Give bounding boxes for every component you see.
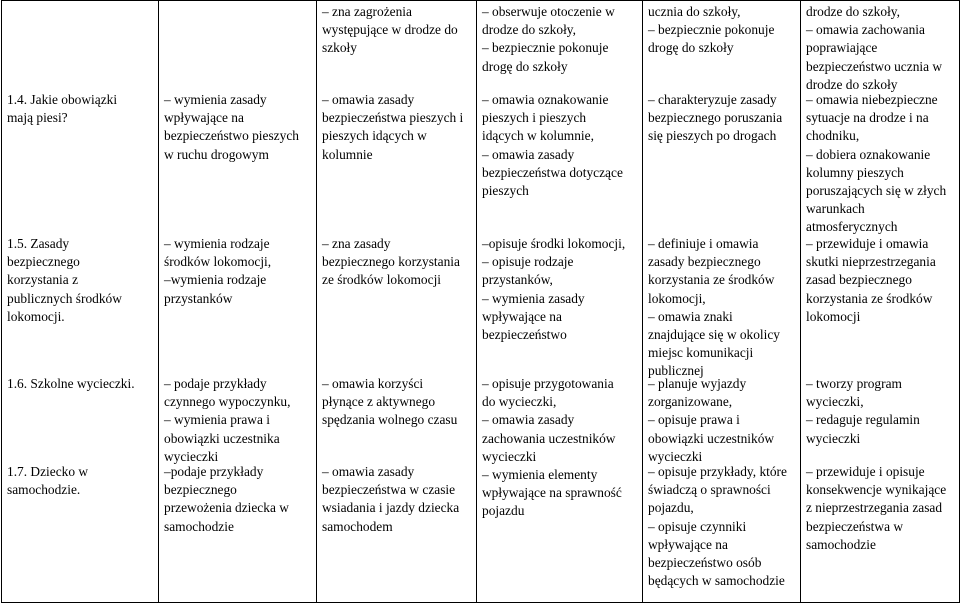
requirement-entry <box>806 3 955 94</box>
requirement-entry <box>322 375 472 430</box>
text-line: – opisuje rodzaje <box>482 254 574 270</box>
requirements-column-4 <box>477 1 643 603</box>
text-line: – planuje wyjazdy <box>648 376 747 391</box>
text-line: mają piesi? <box>7 110 68 126</box>
text-line: bezpieczeństwo pieszych <box>164 128 299 144</box>
text-line: drodze do szkoły, <box>482 22 576 38</box>
requirement-entry <box>322 3 472 58</box>
text-line: idących w kolumnie, <box>482 128 594 144</box>
text-line: w ruchu drogowym <box>164 146 269 162</box>
requirement-entry <box>164 235 312 308</box>
text-line: lokomocji <box>806 308 861 324</box>
requirement-entry <box>482 235 638 344</box>
text-line: wycieczki, <box>806 394 864 410</box>
text-line: poruszających się w złych <box>806 183 947 199</box>
text-line: – przewiduje i omawia <box>806 236 929 251</box>
topic-entry <box>7 235 154 326</box>
topic-entry <box>7 463 154 499</box>
text-line: – redaguje regulamin <box>806 412 920 428</box>
text-line: – wymienia elementy <box>482 467 598 483</box>
text-line: bezpiecznego <box>164 482 237 498</box>
text-line: publicznych środków <box>7 290 122 306</box>
text-line: drodze do szkoły, <box>806 4 900 19</box>
text-line: –opisuje środki lokomocji, <box>482 236 626 251</box>
text-line: chodniku, <box>806 128 860 144</box>
text-line: 1.5. Zasady <box>7 236 70 251</box>
curriculum-table <box>1 0 960 603</box>
text-line: wpływające na <box>164 110 244 126</box>
text-line: korzystania z <box>7 272 79 288</box>
text-line: publicznej <box>648 363 704 379</box>
text-line: bezpiecznego poruszania <box>648 110 783 126</box>
requirements-column-5 <box>643 1 801 603</box>
requirement-entry <box>322 463 472 536</box>
text-line: –podaje przykłady <box>164 464 264 479</box>
requirement-entry <box>482 91 638 200</box>
requirement-entry <box>648 235 796 381</box>
text-line: zasady bezpiecznego <box>648 254 761 270</box>
text-line: wsiadania i jazdy dziecka <box>322 500 460 516</box>
text-line: – omawia niebezpieczne <box>806 92 938 107</box>
text-line: obowiązki uczestnika <box>164 430 280 446</box>
topic-entry <box>7 375 154 393</box>
text-line: – omawia zasady <box>482 412 575 428</box>
text-line: świadczą o sprawności <box>648 482 771 498</box>
requirements-column-3 <box>317 1 477 603</box>
text-line: znajdujące się w okolicy <box>648 327 780 343</box>
text-line: drogę do szkoły <box>482 58 568 74</box>
text-line: bezpieczeństwa w <box>806 518 904 534</box>
text-line: – tworzy program <box>806 376 902 391</box>
text-line: z nieprzestrzegania zasad <box>806 500 943 516</box>
text-line: drodze do szkoły <box>806 76 898 92</box>
text-line: miejsc komunikacji <box>648 345 754 361</box>
text-line: wpływające na sprawność <box>482 485 622 501</box>
text-line: ze środków lokomocji <box>322 272 442 288</box>
text-line: – omawia zachowania <box>806 22 925 38</box>
text-line: korzystania ze środków <box>648 272 775 288</box>
text-line: – omawia zasady <box>322 92 415 107</box>
text-line: pojazdu, <box>648 500 694 516</box>
text-line: samochodzie <box>806 536 876 552</box>
text-line: – wymienia zasady <box>482 290 585 306</box>
text-line: samochodzie. <box>7 482 81 498</box>
text-line: spędzania wolnego czasu <box>322 412 458 428</box>
text-line: pieszych <box>482 183 529 199</box>
text-line: 1.7. Dziecko w <box>7 464 89 479</box>
text-line: bezpieczeństwo osób <box>648 555 762 571</box>
topics-column <box>2 1 159 603</box>
text-line: lokomocji. <box>7 308 65 324</box>
text-line: szkoły <box>322 40 357 56</box>
text-line: – definiuje i omawia <box>648 236 759 251</box>
text-line: – opisuje przykłady, które <box>648 464 787 479</box>
text-line: bezpiecznego <box>7 254 80 270</box>
text-line: się pieszych po drogach <box>648 128 777 144</box>
text-line: płynące z aktywnego <box>322 394 436 410</box>
text-line: – dobiera oznakowanie <box>806 146 931 162</box>
text-line: kolumnie <box>322 146 373 162</box>
text-line: atmosferycznych <box>806 219 898 235</box>
text-line: przystanków <box>164 290 233 306</box>
text-line: pieszych idących w <box>322 128 427 144</box>
text-line: lokomocji, <box>648 290 706 306</box>
requirement-entry <box>482 375 638 521</box>
text-line: środków lokomocji, <box>164 254 272 270</box>
text-line: bezpieczeństwa pieszych i <box>322 110 464 126</box>
text-line: zasad bezpiecznego <box>806 272 912 288</box>
text-line: – omawia korzyści <box>322 376 424 391</box>
text-line: bezpiecznego korzystania <box>322 254 460 270</box>
text-line: samochodzie <box>164 518 234 534</box>
text-line: – bezpiecznie pokonuje <box>482 40 609 56</box>
requirement-entry <box>164 375 312 466</box>
text-line: –wymienia rodzaje <box>164 272 267 288</box>
text-line: bezpieczeństwa w czasie <box>322 482 456 498</box>
requirement-entry <box>806 91 955 237</box>
requirement-entry <box>806 463 955 554</box>
text-line: – obserwuje otoczenie w <box>482 4 615 19</box>
table-row <box>2 1 960 603</box>
text-line: obowiązki uczestników <box>648 430 775 446</box>
text-line: wpływające na <box>648 536 728 552</box>
text-line: – opisuje prawa i <box>648 412 740 428</box>
text-line: przewożenia dziecka w <box>164 500 289 516</box>
text-line: – bezpiecznie pokonuje <box>648 22 775 38</box>
text-line: poprawiające <box>806 40 878 56</box>
text-line: – omawia zasady <box>482 146 575 162</box>
requirement-entry <box>806 375 955 448</box>
text-line: – opisuje czynniki <box>648 518 747 534</box>
text-line: czynnego wypoczynku, <box>164 394 291 410</box>
text-line: skutki nieprzestrzegania <box>806 254 936 270</box>
text-line: 1.6. Szkolne wycieczki. <box>7 376 135 391</box>
text-line: – zna zasady <box>322 236 391 251</box>
text-line: konsekwencje wynikające <box>806 482 947 498</box>
text-line: – zna zagrożenia <box>322 4 412 19</box>
text-line: bezpieczeństwa dotyczące <box>482 164 623 180</box>
text-line: – opisuje przygotowania <box>482 376 614 391</box>
text-line: samochodem <box>322 518 393 534</box>
text-line: wycieczki <box>806 430 861 446</box>
text-line: – wymienia zasady <box>164 92 267 107</box>
text-line: przystanków, <box>482 272 553 288</box>
requirement-entry <box>648 463 796 590</box>
requirement-entry <box>648 375 796 466</box>
text-line: będących w samochodzie <box>648 573 785 589</box>
text-line: – charakteryzuje zasady <box>648 92 777 107</box>
text-line: – omawia zasady <box>322 464 415 479</box>
text-line: – przewiduje i opisuje <box>806 464 925 479</box>
requirement-entry <box>806 235 955 326</box>
text-line: wpływające na <box>482 308 562 324</box>
text-line: bezpieczeństwo <box>482 327 567 343</box>
text-line: korzystania ze środków <box>806 290 933 306</box>
text-line: bezpieczeństwo ucznia w <box>806 58 943 74</box>
topic-entry <box>7 91 154 127</box>
requirement-entry <box>482 3 638 76</box>
text-line: – wymienia prawa i <box>164 412 270 428</box>
text-line: – podaje przykłady <box>164 376 267 391</box>
text-line: – omawia znaki <box>648 308 733 324</box>
text-line: występujące w drodze do <box>322 22 458 38</box>
text-line: zachowania uczestników <box>482 430 616 446</box>
text-line: 1.4. Jakie obowiązki <box>7 92 118 107</box>
text-line: kolumny pieszych <box>806 164 904 180</box>
text-line: warunkach <box>806 201 865 217</box>
requirements-column-6 <box>801 1 960 603</box>
requirement-entry <box>648 91 796 146</box>
text-line: do wycieczki, <box>482 394 557 410</box>
requirements-column-2 <box>159 1 317 603</box>
text-line: drogę do szkoły <box>648 40 734 56</box>
text-line: ucznia do szkoły, <box>648 4 741 19</box>
text-line: pojazdu <box>482 503 525 519</box>
requirement-entry <box>164 91 312 164</box>
text-line: wycieczki <box>648 448 703 464</box>
requirement-entry <box>322 235 472 290</box>
text-line: – omawia oznakowanie <box>482 92 609 107</box>
requirement-entry <box>648 3 796 58</box>
text-line: wycieczki <box>482 448 537 464</box>
text-line: sytuacje na drodze i na <box>806 110 929 126</box>
requirement-entry <box>164 463 312 536</box>
text-line: pieszych i pieszych <box>482 110 587 126</box>
text-line: – wymienia rodzaje <box>164 236 270 251</box>
text-line: wycieczki <box>164 448 219 464</box>
text-line: zorganizowane, <box>648 394 733 410</box>
requirement-entry <box>322 91 472 164</box>
